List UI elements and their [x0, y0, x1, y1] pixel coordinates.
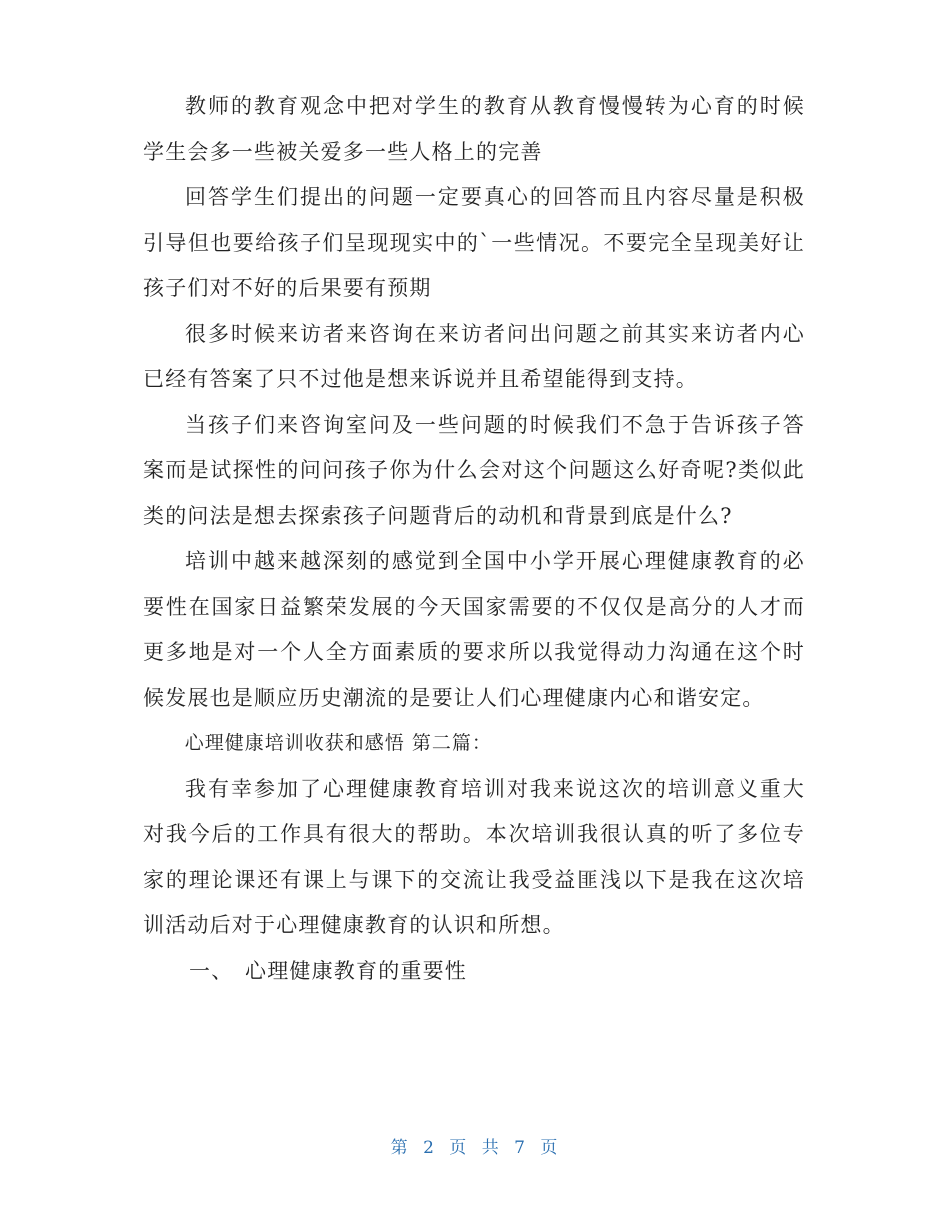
paragraph-6: 我有幸参加了心理健康教育培训对我来说这次的培训意义重大对我今后的工作具有很大的帮助。本次培训我很认真的听了多位专家的理论课还有课上与课下的交流让我受益匪浅以下是我在这次培训活动后对于心理健康教育的认识和所想。	[143, 776, 805, 937]
paragraph-4: 当孩子们来咨询室问及一些问题的时候我们不急于告诉孩子答案而是试探性的问问孩子你为什么会对这个问题这么好奇呢?类似此类的问法是想去探索孩子问题背后的动机和背景到底是什么?	[143, 412, 805, 528]
footer-prefix: 第	[390, 1138, 410, 1158]
article-heading: 心理健康培训收获和感悟 第二篇：	[184, 732, 492, 754]
paragraph-3: 很多时候来访者来咨询在来访者问出问题之前其实来访者内心已经有答案了只不过他是想来诉说并且希望能得到支持。	[143, 321, 805, 391]
page-content	[143, 84, 805, 994]
section-number: 一、	[189, 958, 234, 983]
paragraph-1: 教师的教育观念中把对学生的教育从教育慢慢转为心育的时候学生会多一些被关爱多一些人格上的完善	[143, 94, 805, 164]
section-heading	[143, 949, 805, 995]
footer-current-page: 2	[423, 1138, 436, 1158]
footer-page-word: 页	[449, 1138, 469, 1158]
page-footer	[0, 1133, 950, 1158]
footer-total-word: 共	[481, 1138, 501, 1158]
footer-total-pages: 7	[514, 1138, 527, 1158]
paragraph-5: 培训中越来越深刻的感觉到全国中小学开展心理健康教育的必要性在国家日益繁荣发展的今天国家需要的不仅仅是高分的人才而更多地是对一个人全方面素质的要求所以我觉得动力沟通在这个时候发展也是顺应历史潮流的是要让人们心理健康内心和谐安定。	[143, 549, 805, 710]
footer-suffix: 页	[540, 1138, 560, 1158]
paragraph-2: 回答学生们提出的问题一定要真心的回答而且内容尽量是积极引导但也要给孩子们呈现现实中的`一些情况。不要完全呈现美好让孩子们对不好的后果要有预期	[143, 185, 805, 300]
section-title: 心理健康教育的重要性	[245, 958, 467, 983]
